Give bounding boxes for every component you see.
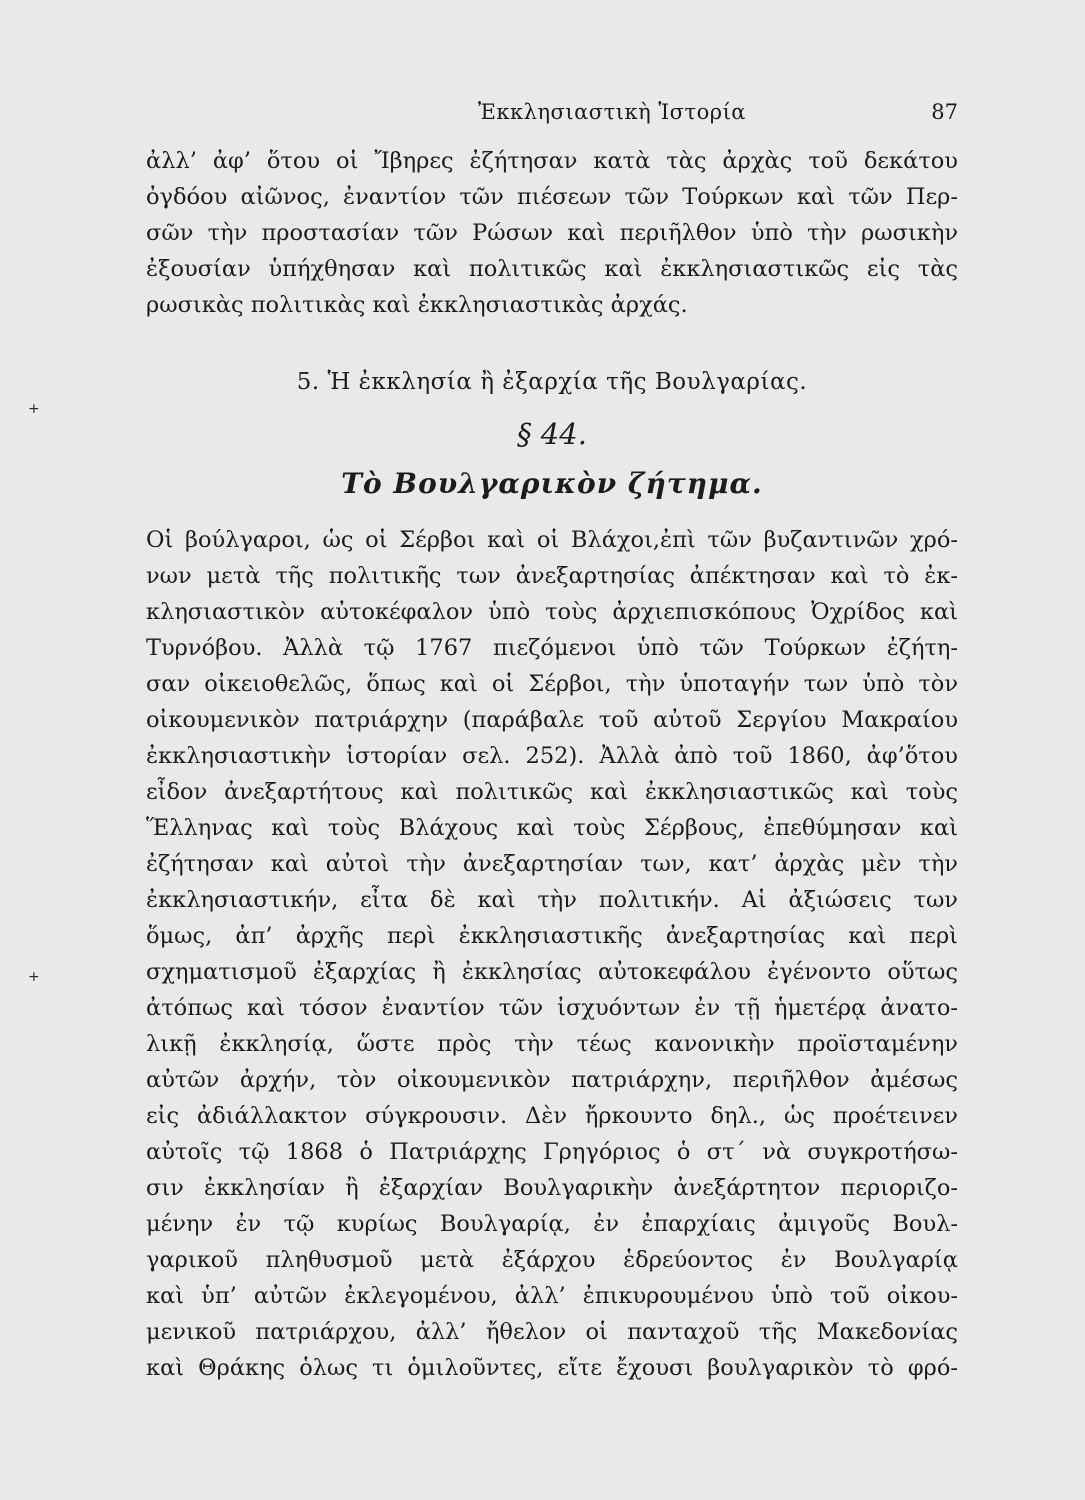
text-line: εἶδον ἀνεξαρτήτους καὶ πολιτικῶς καὶ ἐκκλησιαστικῶς καὶ τοὺς (146, 779, 958, 805)
text-line: γαρικοῦ πληθυσμοῦ μετὰ ἐξάρχου ἑδρεύοντος ἐν Βουλγαρίᾳ (146, 1247, 958, 1273)
text-line: λικῇ ἐκκλησίᾳ, ὥστε πρὸς τὴν τέως κανονικὴν προϊσταμένην (146, 1031, 958, 1057)
text-line: ἐξουσίαν ὑπήχθησαν καὶ πολιτικῶς καὶ ἐκκλησιαστικῶς εἰς τὰς (146, 256, 958, 282)
text-line: ρωσικὰς πολιτικὰς καὶ ἐκκλησιαστικὰς ἀρχάς. (146, 292, 688, 318)
text-line: ἐκκλησιαστικὴν ἱστορίαν σελ. 252). Ἀλλὰ ἀπὸ τοῦ 1860, ἀφ’ὅτου (146, 743, 958, 769)
text-line: ἀλλ’ ἀφ’ ὅτου οἱ Ἴβηρες ἐζήτησαν κατὰ τὰς ἀρχὰς τοῦ δεκάτου (146, 148, 958, 174)
body-paragraph (146, 522, 958, 1386)
text-line: ὅμως, ἀπ’ ἀρχῆς περὶ ἐκκλησιαστικῆς ἀνεξαρτησίας καὶ περὶ (146, 923, 958, 949)
text-line: ἀτόπως καὶ τόσον ἐναντίον τῶν ἰσχυόντων ἐν τῇ ἡμετέρᾳ ἀνατο- (146, 995, 958, 1021)
text-line: ἐκκλησιαστικήν, εἶτα δὲ καὶ τὴν πολιτικήν. Αἱ ἀξιώσεις των (146, 887, 958, 913)
text-line: ἐζήτησαν καὶ αὐτοὶ τὴν ἀνεξαρτησίαν των, κατ’ ἀρχὰς μὲν τὴν (146, 851, 958, 877)
section-title: Τὸ Βουλγαρικὸν ζήτημα. (341, 467, 763, 500)
margin-mark: + (28, 969, 40, 985)
text-line: μένην ἐν τῷ κυρίως Βουλγαρίᾳ, ἐν ἐπαρχίαις ἀμιγοῦς Βουλ- (146, 1211, 958, 1237)
text-line: καὶ ὑπ’ αὐτῶν ἐκλεγομένου, ἀλλ’ ἐπικυρουμένου ὑπὸ τοῦ οἰκου- (146, 1283, 958, 1309)
text-line: σιν ἐκκλησίαν ἢ ἐξαρχίαν Βουλγαρικὴν ἀνεξάρτητον περιοριζο- (146, 1175, 958, 1201)
page-number: 87 (931, 100, 958, 124)
page-header (146, 100, 958, 132)
text-line: καὶ Θράκης ὁλως τι ὁμιλοῦντες, εἴτε ἔχουσι βουλγαρικὸν τὸ φρό- (146, 1355, 958, 1381)
text-line: Οἱ βούλγαροι, ὡς οἱ Σέρβοι καὶ οἱ Βλάχοι,ἐπὶ τῶν βυζαντινῶν χρό- (146, 527, 958, 553)
text-line: αὐτοῖς τῷ 1868 ὁ Πατριάρχης Γρηγόριος ὁ στ΄ νὰ συγκροτήσω- (146, 1139, 958, 1165)
text-line: σῶν τὴν προστασίαν τῶν Ρώσων καὶ περιῆλθον ὑπὸ τὴν ρωσικὴν (146, 220, 958, 246)
text-line: αὐτῶν ἀρχήν, τὸν οἰκουμενικὸν πατριάρχην, περιῆλθον ἀμέσως (146, 1067, 958, 1093)
text-line: εἰς ἀδιάλλακτον σύγκρουσιν. Δὲν ἤρκουντο δηλ., ὡς προέτεινεν (146, 1103, 958, 1129)
text-line: σαν οἰκειοθελῶς, ὅπως καὶ οἱ Σέρβοι, τὴν ὑποταγήν των ὑπὸ τὸν (146, 671, 958, 697)
text-line: ὀγδόου αἰῶνος, ἐναντίον τῶν πιέσεων τῶν Τούρκων καὶ τῶν Περ- (146, 184, 958, 210)
text-line: νων μετὰ τῆς πολιτικῆς των ἀνεξαρτησίας ἀπέκτησαν καὶ τὸ ἐκ- (146, 563, 958, 589)
text-line: κλησιαστικὸν αὐτοκέφαλον ὑπὸ τοὺς ἀρχιεπισκόπους Ὀχρίδος καὶ (146, 599, 958, 625)
text-line: Ἕλληνας καὶ τοὺς Βλάχους καὶ τοὺς Σέρβους, ἐπεθύμησαν καὶ (146, 815, 958, 841)
section-number: § 44. (517, 417, 587, 451)
chapter-subheading: 5. Ἡ ἐκκλησία ἢ ἐξαρχία τῆς Βουλγαρίας. (296, 369, 808, 395)
text-line: Τυρνόβου. Ἀλλὰ τῷ 1767 πιεζόμενοι ὑπὸ τῶν Τούρκων ἐζήτη- (146, 635, 958, 661)
margin-mark: + (28, 401, 40, 417)
text-line: οἰκουμενικὸν πατριάρχην (παράβαλε τοῦ αὐτοῦ Σεργίου Μακραίου (146, 707, 958, 733)
intro-paragraph (146, 143, 958, 323)
running-title: Ἐκκλησιαστικὴ Ἱστορία (478, 100, 746, 124)
text-line: σχηματισμοῦ ἐξαρχίας ἢ ἐκκλησίας αὐτοκεφάλου ἐγένοντο οὕτως (146, 959, 958, 985)
text-line: μενικοῦ πατριάρχου, ἀλλ’ ἤθελον οἱ πανταχοῦ τῆς Μακεδονίας (146, 1319, 958, 1345)
